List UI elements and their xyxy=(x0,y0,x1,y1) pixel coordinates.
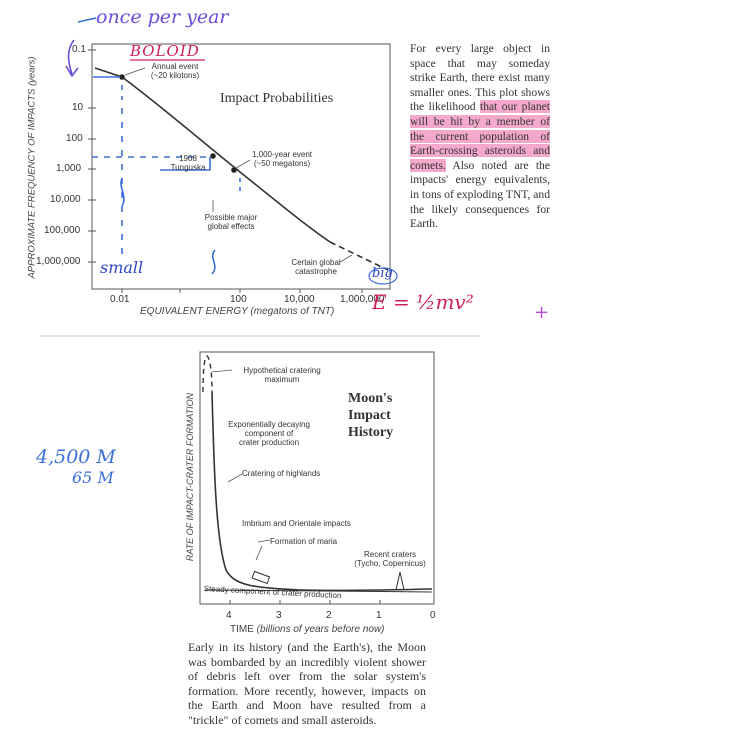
moon-y-label: RATE OF IMPACT-CRATER FORMATION xyxy=(185,392,195,562)
small-note: small xyxy=(100,258,144,277)
side-caption xyxy=(410,42,550,232)
impact-chart-title: Impact Probabilities xyxy=(220,91,334,106)
moon-chart-title xyxy=(348,390,393,441)
moon-x-tick-2: 2 xyxy=(326,610,332,621)
x-tick-10000: 10,000 xyxy=(284,294,315,305)
y-tick-10: 10 xyxy=(72,102,84,113)
y-tick-0.1: 0.1 xyxy=(72,44,86,55)
tunguska-point xyxy=(210,153,216,159)
x-tick-1000000: 1,000,000 xyxy=(340,294,385,305)
moon-title-line-2: Impact xyxy=(348,408,391,423)
moon-x-tick-3: 3 xyxy=(276,610,282,621)
thousand-year-label: 1,000-year event (~50 megatons) xyxy=(251,150,313,168)
once-per-year-note: once per year xyxy=(96,6,229,28)
moon-x-tick-1: 1 xyxy=(376,610,382,621)
steady-label: Steady component of crater production xyxy=(203,584,342,601)
age-note-1: 4,500 M xyxy=(36,446,116,468)
bolide-note: BOLOID xyxy=(130,42,200,60)
impact-chart xyxy=(0,0,754,340)
moon-x-label xyxy=(230,624,385,635)
moon-caption: Early in its history (and the Earth's), the Moon was bombarded by an incredibly violent shower of debris left over from the solar system's formation. More recently, however, impacts on the Earth and Moon have resulted from a "trickle" of comets and small asteroids. xyxy=(188,640,426,727)
age-note-2: 65 M xyxy=(72,468,114,487)
side-caption-plain-2: Also noted are the impacts' energy equivalents, in tons of exploding TNT, and the likely consequences for Earth. xyxy=(410,158,550,231)
moon-x-label-main: TIME xyxy=(230,624,254,635)
thousand-year-point xyxy=(231,167,237,173)
y-tick-100: 100 xyxy=(66,133,83,144)
global-effects-label: Possible major global effects xyxy=(204,213,258,231)
hypothetical-label: Hypothetical cratering maximum xyxy=(243,366,321,384)
side-caption-plain-1: For every large object in space that may someday strike Earth, there exist many smaller ones. This plot shows the likelihood xyxy=(410,42,550,114)
big-note: big xyxy=(372,266,393,281)
annual-event-label: Annual event (~20 kilotons) xyxy=(150,62,200,80)
moon-x-tick-4: 4 xyxy=(226,610,232,621)
exponential-label: Exponentially decaying component of crater production xyxy=(228,420,310,447)
y-tick-100000: 100,000 xyxy=(44,225,81,236)
y-tick-1000000: 1,000,000 xyxy=(36,256,81,267)
y-tick-10000: 10,000 xyxy=(50,194,81,205)
catastrophe-label: Certain global catastrophe xyxy=(291,258,341,276)
maria-label: Formation of maria xyxy=(270,537,338,546)
moon-title-line-3: History xyxy=(348,425,394,440)
recent-craters-label: Recent craters (Tycho, Copernicus) xyxy=(354,550,426,568)
moon-x-tick-0: 0 xyxy=(430,610,436,621)
highlands-label: Cratering of highlands xyxy=(242,469,321,478)
annual-point xyxy=(119,74,125,80)
x-tick-0.01: 0.01 xyxy=(110,294,130,305)
impact-x-label: EQUIVALENT ENERGY (megatons of TNT) xyxy=(140,306,335,317)
x-tick-100: 100 xyxy=(230,294,247,305)
energy-formula-note: E = ½mv² xyxy=(372,290,474,314)
moon-x-label-sub: (billions of years before now) xyxy=(256,624,385,635)
side-caption-highlight: that our planet will be hit by a member of the current population of Earth-crossing asteroids and comets. xyxy=(410,100,550,172)
impact-y-label: APPROXIMATE FREQUENCY OF IMPACTS (years) xyxy=(26,56,38,279)
plus-note: + xyxy=(534,302,550,323)
moon-title-line-1: Moon's xyxy=(348,391,393,406)
tunguska-label: 1908 Tunguska xyxy=(170,154,206,172)
imbrium-label: Imbrium and Orientale impacts xyxy=(242,519,351,528)
y-tick-1000: 1,000 xyxy=(56,163,82,174)
